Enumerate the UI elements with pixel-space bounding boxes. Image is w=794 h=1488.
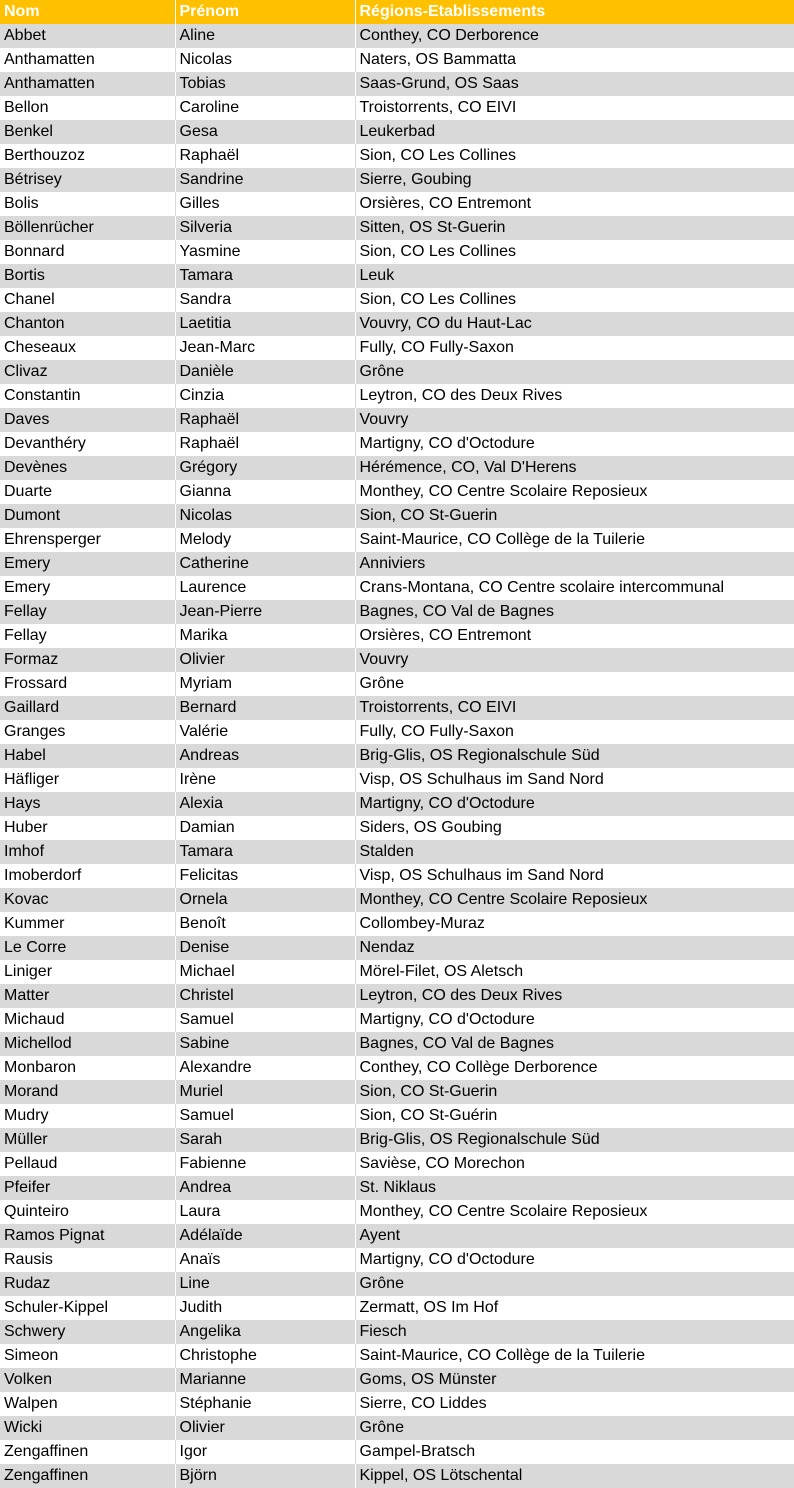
table-row <box>0 1104 794 1128</box>
cell-region: Orsières, CO Entremont <box>355 624 794 648</box>
cell-prenom: Christel <box>175 984 355 1008</box>
cell-region: Bagnes, CO Val de Bagnes <box>355 1032 794 1056</box>
cell-prenom: Ornela <box>175 888 355 912</box>
cell-nom: Kovac <box>0 888 175 912</box>
cell-nom: Emery <box>0 552 175 576</box>
table-row <box>0 1008 794 1032</box>
cell-region: Sion, CO St-Guérin <box>355 1104 794 1128</box>
table-row <box>0 1056 794 1080</box>
table-row <box>0 240 794 264</box>
table-row <box>0 1464 794 1488</box>
table-row <box>0 528 794 552</box>
cell-region: Grône <box>355 1416 794 1440</box>
cell-nom: Mudry <box>0 1104 175 1128</box>
table-row <box>0 888 794 912</box>
cell-nom: Imoberdorf <box>0 864 175 888</box>
table-row <box>0 312 794 336</box>
cell-prenom: Silveria <box>175 216 355 240</box>
cell-nom: Michellod <box>0 1032 175 1056</box>
cell-prenom: Marika <box>175 624 355 648</box>
cell-nom: Rudaz <box>0 1272 175 1296</box>
cell-prenom: Laura <box>175 1200 355 1224</box>
cell-region: Grône <box>355 1272 794 1296</box>
table-row <box>0 168 794 192</box>
cell-region: Stalden <box>355 840 794 864</box>
cell-prenom: Jean-Pierre <box>175 600 355 624</box>
cell-region: Sierre, CO Liddes <box>355 1392 794 1416</box>
cell-prenom: Alexandre <box>175 1056 355 1080</box>
table-row <box>0 1392 794 1416</box>
cell-nom: Simeon <box>0 1344 175 1368</box>
cell-nom: Rausis <box>0 1248 175 1272</box>
cell-region: Monthey, CO Centre Scolaire Reposieux <box>355 888 794 912</box>
cell-nom: Bortis <box>0 264 175 288</box>
cell-region: Conthey, CO Collège Derborence <box>355 1056 794 1080</box>
cell-region: Siders, OS Goubing <box>355 816 794 840</box>
cell-nom: Granges <box>0 720 175 744</box>
cell-prenom: Olivier <box>175 1416 355 1440</box>
cell-region: Monthey, CO Centre Scolaire Reposieux <box>355 1200 794 1224</box>
cell-prenom: Melody <box>175 528 355 552</box>
cell-nom: Müller <box>0 1128 175 1152</box>
cell-region: Hérémence, CO, Val D'Herens <box>355 456 794 480</box>
cell-prenom: Yasmine <box>175 240 355 264</box>
cell-prenom: Alexia <box>175 792 355 816</box>
cell-region: Grône <box>355 360 794 384</box>
cell-region: Bagnes, CO Val de Bagnes <box>355 600 794 624</box>
cell-prenom: Irène <box>175 768 355 792</box>
table-row <box>0 984 794 1008</box>
cell-nom: Pfeifer <box>0 1176 175 1200</box>
cell-region: Visp, OS Schulhaus im Sand Nord <box>355 768 794 792</box>
cell-prenom: Gilles <box>175 192 355 216</box>
cell-prenom: Danièle <box>175 360 355 384</box>
cell-region: Zermatt, OS Im Hof <box>355 1296 794 1320</box>
cell-nom: Walpen <box>0 1392 175 1416</box>
cell-prenom: Raphaël <box>175 432 355 456</box>
table-row <box>0 288 794 312</box>
cell-region: Martigny, CO d'Octodure <box>355 1008 794 1032</box>
cell-prenom: Gianna <box>175 480 355 504</box>
cell-prenom: Myriam <box>175 672 355 696</box>
cell-region: Leukerbad <box>355 120 794 144</box>
cell-prenom: Aline <box>175 24 355 48</box>
cell-region: Brig-Glis, OS Regionalschule Süd <box>355 1128 794 1152</box>
table-row <box>0 672 794 696</box>
cell-prenom: Christophe <box>175 1344 355 1368</box>
header-row <box>0 0 794 24</box>
cell-nom: Chanel <box>0 288 175 312</box>
table-row <box>0 1344 794 1368</box>
cell-region: Sion, CO Les Collines <box>355 144 794 168</box>
header-prenom: Prénom <box>175 0 355 24</box>
table-row <box>0 960 794 984</box>
cell-prenom: Michael <box>175 960 355 984</box>
table-row <box>0 720 794 744</box>
cell-nom: Böllenrücher <box>0 216 175 240</box>
table-row <box>0 96 794 120</box>
table-row <box>0 552 794 576</box>
cell-prenom: Stéphanie <box>175 1392 355 1416</box>
cell-region: Saas-Grund, OS Saas <box>355 72 794 96</box>
cell-nom: Ehrensperger <box>0 528 175 552</box>
cell-region: Vouvry <box>355 648 794 672</box>
table-row <box>0 1416 794 1440</box>
cell-region: St. Niklaus <box>355 1176 794 1200</box>
table-row <box>0 264 794 288</box>
cell-region: Orsières, CO Entremont <box>355 192 794 216</box>
cell-prenom: Bernard <box>175 696 355 720</box>
cell-prenom: Muriel <box>175 1080 355 1104</box>
cell-nom: Berthouzoz <box>0 144 175 168</box>
table-row <box>0 1272 794 1296</box>
table-row <box>0 456 794 480</box>
cell-prenom: Sarah <box>175 1128 355 1152</box>
cell-region: Sion, CO Les Collines <box>355 240 794 264</box>
table-row <box>0 1296 794 1320</box>
table-row <box>0 504 794 528</box>
cell-prenom: Laetitia <box>175 312 355 336</box>
cell-prenom: Grégory <box>175 456 355 480</box>
cell-nom: Anthamatten <box>0 48 175 72</box>
cell-region: Ayent <box>355 1224 794 1248</box>
cell-prenom: Nicolas <box>175 504 355 528</box>
cell-region: Fully, CO Fully-Saxon <box>355 336 794 360</box>
cell-region: Saint-Maurice, CO Collège de la Tuilerie <box>355 528 794 552</box>
cell-prenom: Jean-Marc <box>175 336 355 360</box>
table-row <box>0 1440 794 1464</box>
cell-prenom: Angelika <box>175 1320 355 1344</box>
cell-prenom: Felicitas <box>175 864 355 888</box>
cell-nom: Kummer <box>0 912 175 936</box>
table-row <box>0 1248 794 1272</box>
cell-nom: Daves <box>0 408 175 432</box>
table-row <box>0 600 794 624</box>
cell-nom: Formaz <box>0 648 175 672</box>
table-row <box>0 432 794 456</box>
cell-prenom: Sandra <box>175 288 355 312</box>
cell-nom: Chanton <box>0 312 175 336</box>
cell-nom: Morand <box>0 1080 175 1104</box>
cell-prenom: Cinzia <box>175 384 355 408</box>
cell-region: Kippel, OS Lötschental <box>355 1464 794 1488</box>
table-row <box>0 936 794 960</box>
cell-prenom: Samuel <box>175 1008 355 1032</box>
cell-region: Sion, CO St-Guerin <box>355 504 794 528</box>
table-row <box>0 792 794 816</box>
table-row <box>0 1320 794 1344</box>
cell-region: Nendaz <box>355 936 794 960</box>
cell-prenom: Tamara <box>175 840 355 864</box>
cell-nom: Clivaz <box>0 360 175 384</box>
table-row <box>0 336 794 360</box>
cell-nom: Volken <box>0 1368 175 1392</box>
cell-prenom: Damian <box>175 816 355 840</box>
cell-region: Vouvry, CO du Haut-Lac <box>355 312 794 336</box>
cell-nom: Devènes <box>0 456 175 480</box>
table-row <box>0 864 794 888</box>
table-row <box>0 1032 794 1056</box>
cell-nom: Michaud <box>0 1008 175 1032</box>
cell-prenom: Andrea <box>175 1176 355 1200</box>
cell-region: Grône <box>355 672 794 696</box>
cell-region: Crans-Montana, CO Centre scolaire intercommunal <box>355 576 794 600</box>
cell-prenom: Sabine <box>175 1032 355 1056</box>
table-row <box>0 1128 794 1152</box>
cell-region: Anniviers <box>355 552 794 576</box>
cell-prenom: Gesa <box>175 120 355 144</box>
cell-region: Naters, OS Bammatta <box>355 48 794 72</box>
cell-region: Fiesch <box>355 1320 794 1344</box>
table-row <box>0 576 794 600</box>
cell-region: Martigny, CO d'Octodure <box>355 1248 794 1272</box>
cell-nom: Bétrisey <box>0 168 175 192</box>
cell-nom: Bonnard <box>0 240 175 264</box>
cell-prenom: Igor <box>175 1440 355 1464</box>
cell-region: Mörel-Filet, OS Aletsch <box>355 960 794 984</box>
cell-nom: Ramos Pignat <box>0 1224 175 1248</box>
cell-nom: Frossard <box>0 672 175 696</box>
cell-prenom: Marianne <box>175 1368 355 1392</box>
cell-prenom: Adélaïde <box>175 1224 355 1248</box>
cell-prenom: Raphaël <box>175 144 355 168</box>
table-row <box>0 744 794 768</box>
table-row <box>0 1176 794 1200</box>
cell-nom: Emery <box>0 576 175 600</box>
cell-nom: Benkel <box>0 120 175 144</box>
cell-prenom: Raphaël <box>175 408 355 432</box>
cell-prenom: Denise <box>175 936 355 960</box>
cell-prenom: Benoît <box>175 912 355 936</box>
cell-region: Troistorrents, CO EIVI <box>355 696 794 720</box>
cell-region: Leuk <box>355 264 794 288</box>
cell-nom: Dumont <box>0 504 175 528</box>
cell-region: Savièse, CO Morechon <box>355 1152 794 1176</box>
table-row <box>0 360 794 384</box>
cell-nom: Imhof <box>0 840 175 864</box>
cell-nom: Habel <box>0 744 175 768</box>
cell-nom: Schuler-Kippel <box>0 1296 175 1320</box>
table-row <box>0 1224 794 1248</box>
cell-nom: Bolis <box>0 192 175 216</box>
cell-region: Goms, OS Münster <box>355 1368 794 1392</box>
header-regions-etablissements: Régions-Etablissements <box>355 0 794 24</box>
cell-region: Sion, CO Les Collines <box>355 288 794 312</box>
header-nom: Nom <box>0 0 175 24</box>
table-row <box>0 648 794 672</box>
table-row <box>0 24 794 48</box>
cell-nom: Wicki <box>0 1416 175 1440</box>
cell-region: Troistorrents, CO EIVI <box>355 96 794 120</box>
cell-region: Visp, OS Schulhaus im Sand Nord <box>355 864 794 888</box>
table-row <box>0 120 794 144</box>
cell-region: Conthey, CO Derborence <box>355 24 794 48</box>
cell-region: Gampel-Bratsch <box>355 1440 794 1464</box>
cell-nom: Monbaron <box>0 1056 175 1080</box>
cell-nom: Duarte <box>0 480 175 504</box>
cell-prenom: Anaïs <box>175 1248 355 1272</box>
cell-prenom: Caroline <box>175 96 355 120</box>
cell-nom: Matter <box>0 984 175 1008</box>
table-row <box>0 912 794 936</box>
cell-nom: Devanthéry <box>0 432 175 456</box>
cell-nom: Pellaud <box>0 1152 175 1176</box>
table-row <box>0 816 794 840</box>
table-row <box>0 1200 794 1224</box>
cell-prenom: Samuel <box>175 1104 355 1128</box>
table-row <box>0 408 794 432</box>
cell-prenom: Valérie <box>175 720 355 744</box>
cell-prenom: Tamara <box>175 264 355 288</box>
table-row <box>0 1152 794 1176</box>
cell-region: Martigny, CO d'Octodure <box>355 432 794 456</box>
cell-nom: Schwery <box>0 1320 175 1344</box>
cell-nom: Abbet <box>0 24 175 48</box>
cell-nom: Fellay <box>0 600 175 624</box>
cell-prenom: Fabienne <box>175 1152 355 1176</box>
table-row <box>0 1080 794 1104</box>
cell-nom: Quinteiro <box>0 1200 175 1224</box>
cell-region: Vouvry <box>355 408 794 432</box>
cell-nom: Bellon <box>0 96 175 120</box>
cell-region: Monthey, CO Centre Scolaire Reposieux <box>355 480 794 504</box>
table-row <box>0 624 794 648</box>
cell-prenom: Olivier <box>175 648 355 672</box>
cell-prenom: Andreas <box>175 744 355 768</box>
cell-nom: Le Corre <box>0 936 175 960</box>
table-row <box>0 384 794 408</box>
cell-nom: Zengaffinen <box>0 1464 175 1488</box>
cell-nom: Liniger <box>0 960 175 984</box>
cell-region: Leytron, CO des Deux Rives <box>355 984 794 1008</box>
cell-prenom: Björn <box>175 1464 355 1488</box>
cell-prenom: Nicolas <box>175 48 355 72</box>
table-row <box>0 48 794 72</box>
table-row <box>0 216 794 240</box>
cell-region: Saint-Maurice, CO Collège de la Tuilerie <box>355 1344 794 1368</box>
cell-nom: Zengaffinen <box>0 1440 175 1464</box>
cell-region: Sion, CO St-Guerin <box>355 1080 794 1104</box>
cell-nom: Constantin <box>0 384 175 408</box>
table-row <box>0 72 794 96</box>
cell-prenom: Laurence <box>175 576 355 600</box>
table-row <box>0 144 794 168</box>
cell-nom: Anthamatten <box>0 72 175 96</box>
table-row <box>0 696 794 720</box>
cell-region: Martigny, CO d'Octodure <box>355 792 794 816</box>
table-row <box>0 840 794 864</box>
cell-region: Sitten, OS St-Guerin <box>355 216 794 240</box>
cell-prenom: Catherine <box>175 552 355 576</box>
cell-prenom: Line <box>175 1272 355 1296</box>
cell-region: Leytron, CO des Deux Rives <box>355 384 794 408</box>
table-row <box>0 1368 794 1392</box>
cell-region: Collombey-Muraz <box>355 912 794 936</box>
cell-region: Brig-Glis, OS Regionalschule Süd <box>355 744 794 768</box>
cell-region: Fully, CO Fully-Saxon <box>355 720 794 744</box>
cell-nom: Huber <box>0 816 175 840</box>
cell-prenom: Judith <box>175 1296 355 1320</box>
cell-nom: Fellay <box>0 624 175 648</box>
cell-nom: Häfliger <box>0 768 175 792</box>
cell-nom: Hays <box>0 792 175 816</box>
cell-region: Sierre, Goubing <box>355 168 794 192</box>
cell-nom: Cheseaux <box>0 336 175 360</box>
cell-nom: Gaillard <box>0 696 175 720</box>
table-row <box>0 480 794 504</box>
cell-prenom: Tobias <box>175 72 355 96</box>
cell-prenom: Sandrine <box>175 168 355 192</box>
table-row <box>0 768 794 792</box>
table-row <box>0 192 794 216</box>
